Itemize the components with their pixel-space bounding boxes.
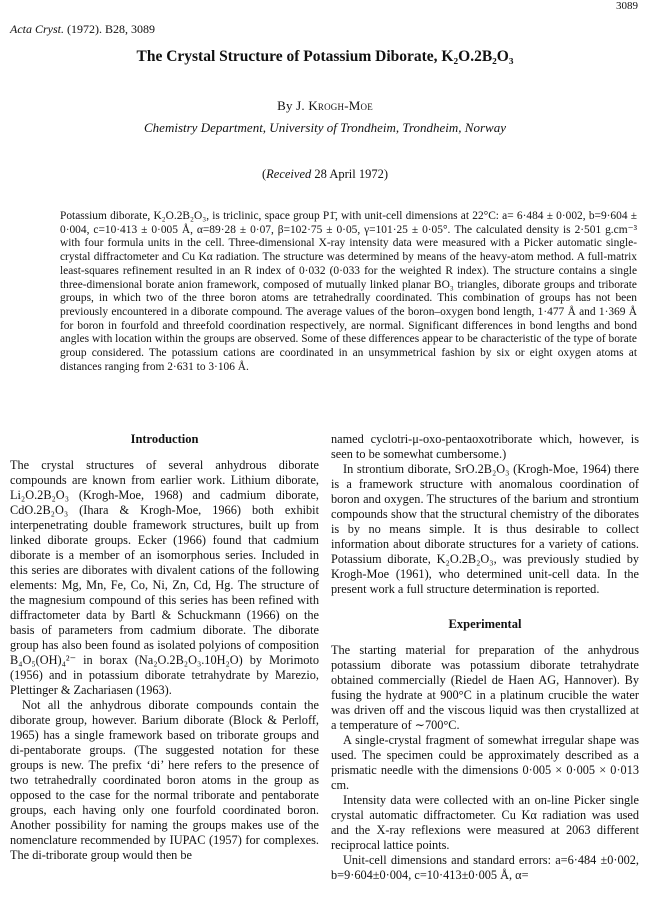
journal-name: Acta Cryst. — [10, 22, 64, 36]
section-heading-introduction: Introduction — [130, 432, 199, 446]
left-column — [10, 432, 319, 863]
paragraph: In strontium diborate, SrO.2B₂O₃ (Krogh-Moe, 1964) there is a framework structure with anomalous coordination of boron and oxygen. The structures of the barium and strontium compounds show that the structural chemistry of the diborates is by no means simple. It is thus desirable to collect information about diborate structures for a variety of cations. Potassium diborate, K₂O.2B₂O₃, was previously studied by Krogh-Moe (1961), who determined unit-cell data. In the present work a full structure determination is reported. — [331, 462, 639, 596]
paragraph: The crystal structures of several anhydrous diborate compounds are known from earlier work. Lithium diborate, Li₂O.2B₂O₃ (Krogh-Moe, 1968) and cadmium diborate, CdO.2B₂O₃ (Ihara & Krogh-Moe, 1966) both exhibit interpenetrating double framework structures, built up from linked diborate groups. Ecker (1966) found that cadmium diborate is a member of an isomorphous series. Included in this series are diborates with divalent cations of the following elements: Mg, Mn, Fe, Co, Ni, Zn, Cd, Hg. The structure of the magnesium compound of this series has been refined with diffractometer data by Bartl & Schuckmann (1966) on the basis of parameters from cadmium diborate. The diborate group has also been found as isolated polyions of composition B₄O₅(OH)₄²⁻ in borax (Na₂O.2B₂O₃.10H₂O) by Morimoto (1956) and in potassium diborate tetrahydrate by Marezio, Plettinger & Zachariasen (1963). — [10, 458, 319, 697]
received-open: ( — [261, 167, 267, 181]
author-initials: J. — [296, 98, 305, 113]
journal-reference — [10, 22, 155, 37]
author-by: By — [277, 98, 297, 113]
journal-volume: (1972). B28, 3089 — [64, 22, 155, 36]
paragraph: Unit-cell dimensions and standard errors: a=6·484 ±0·002, b=9·604±0·004, c=10·413±0·005 Å, α= — [331, 853, 639, 882]
author-name: Krogh-Moe — [308, 98, 373, 113]
author-line — [0, 98, 650, 114]
paragraph: named cyclotri-μ-oxo-pentaoxotriborate which, however, is seen to be somewhat cumbersome.) — [331, 432, 639, 461]
paragraph: Intensity data were collected with an on-line Picker single crystal automatic diffractometer. Cu Kα radiation was used and the X-ray reflexions were measured at 2063 different reciprocal lattice points. — [331, 793, 639, 852]
received-date-text: 28 April 1972) — [311, 167, 388, 181]
section-heading-experimental: Experimental — [448, 617, 522, 631]
article-title: The Crystal Structure of Potassium Diborate, K₂O.2B₂O₃ — [136, 48, 514, 65]
abstract-text: Potassium diborate, K₂O.2B₂O₃, is triclinic, space group P1̄, with unit-cell dimensions at 22°C: a= 6·484 ± 0·002, b=9·604 ± 0·004, c=10·413 ± 0·005 Å, α=89·28 ± 0·07, β=102·75 ± 0·05, γ=101·25 ± 0·05°. The calculated density is 2·501 g.cm⁻³ with four formula units in the cell. Three-dimensional X-ray intensity data were measured with a Picker automatic single-crystal diffractometer and Cu Kα radiation. The structure was determined by means of the heavy-atom method. A full-matrix least-squares refinement resulted in an R index of 0·032 (0·033 for the weighted R index). The structure contains a single three-dimensional borate anion framework, composed of mutually linked planar BO₃ triangles, diborate groups and triborate groups, in which two of the three boron atoms are tetrahedrally coordinated. This combination of groups has not been previously encountered in a diborate compound. The average values of the boron–oxygen bond length, 1·477 Å and 1·369 Å for boron in fourfold and threefold coordination respectively, are normal. Significant differences in bond lengths and bond angles with location within the groups are observed. Some of these differences appear to be characteristic of the type of borate group considered. The potassium cations are coordinated in an unsymmetrical fashion by six or eight oxygen atoms at distances ranging from 2·631 to 3·106 Å. — [60, 210, 637, 373]
page-number: 3089 — [616, 0, 638, 12]
author-affiliation: Chemistry Department, University of Trondheim, Trondheim, Norway — [144, 120, 506, 135]
received-date — [0, 167, 650, 182]
paragraph: A single-crystal fragment of somewhat irregular shape was used. The specimen could be approximately described as a prismatic needle with the dimensions 0·005 × 0·005 × 0·013 cm. — [331, 733, 639, 792]
right-column — [331, 432, 639, 883]
paragraph: Not all the anhydrous diborate compounds contain the diborate group, however. Barium diborate (Block & Perloff, 1965) has a single framework based on triborate groups and di-pentaborate groups. (The suggested notation for these groups is new. The prefix ‘di’ here refers to the presence of two tetrahedrally coordinated boron atoms in the group as opposed to the case for the normal triborate and pentaborate groups, each having only one fourfold coordinated boron. Another possibility for naming the groups makes use of the nomenclature recommended by IUPAC (1957) for complexes. The di-triborate group would then be — [10, 698, 319, 862]
received-label: Received — [266, 167, 312, 181]
paragraph: The starting material for preparation of the anhydrous potassium diborate was potassium diborate tetrahydrate obtained commercially (Riedel de Haen AG, Hannover). By fusing the hydrate at 900°C in a platinum crucible the water was driven off and the viscous liquid was then crystallized at a temperature of ∼700°C. — [331, 643, 639, 732]
abstract — [60, 210, 637, 374]
